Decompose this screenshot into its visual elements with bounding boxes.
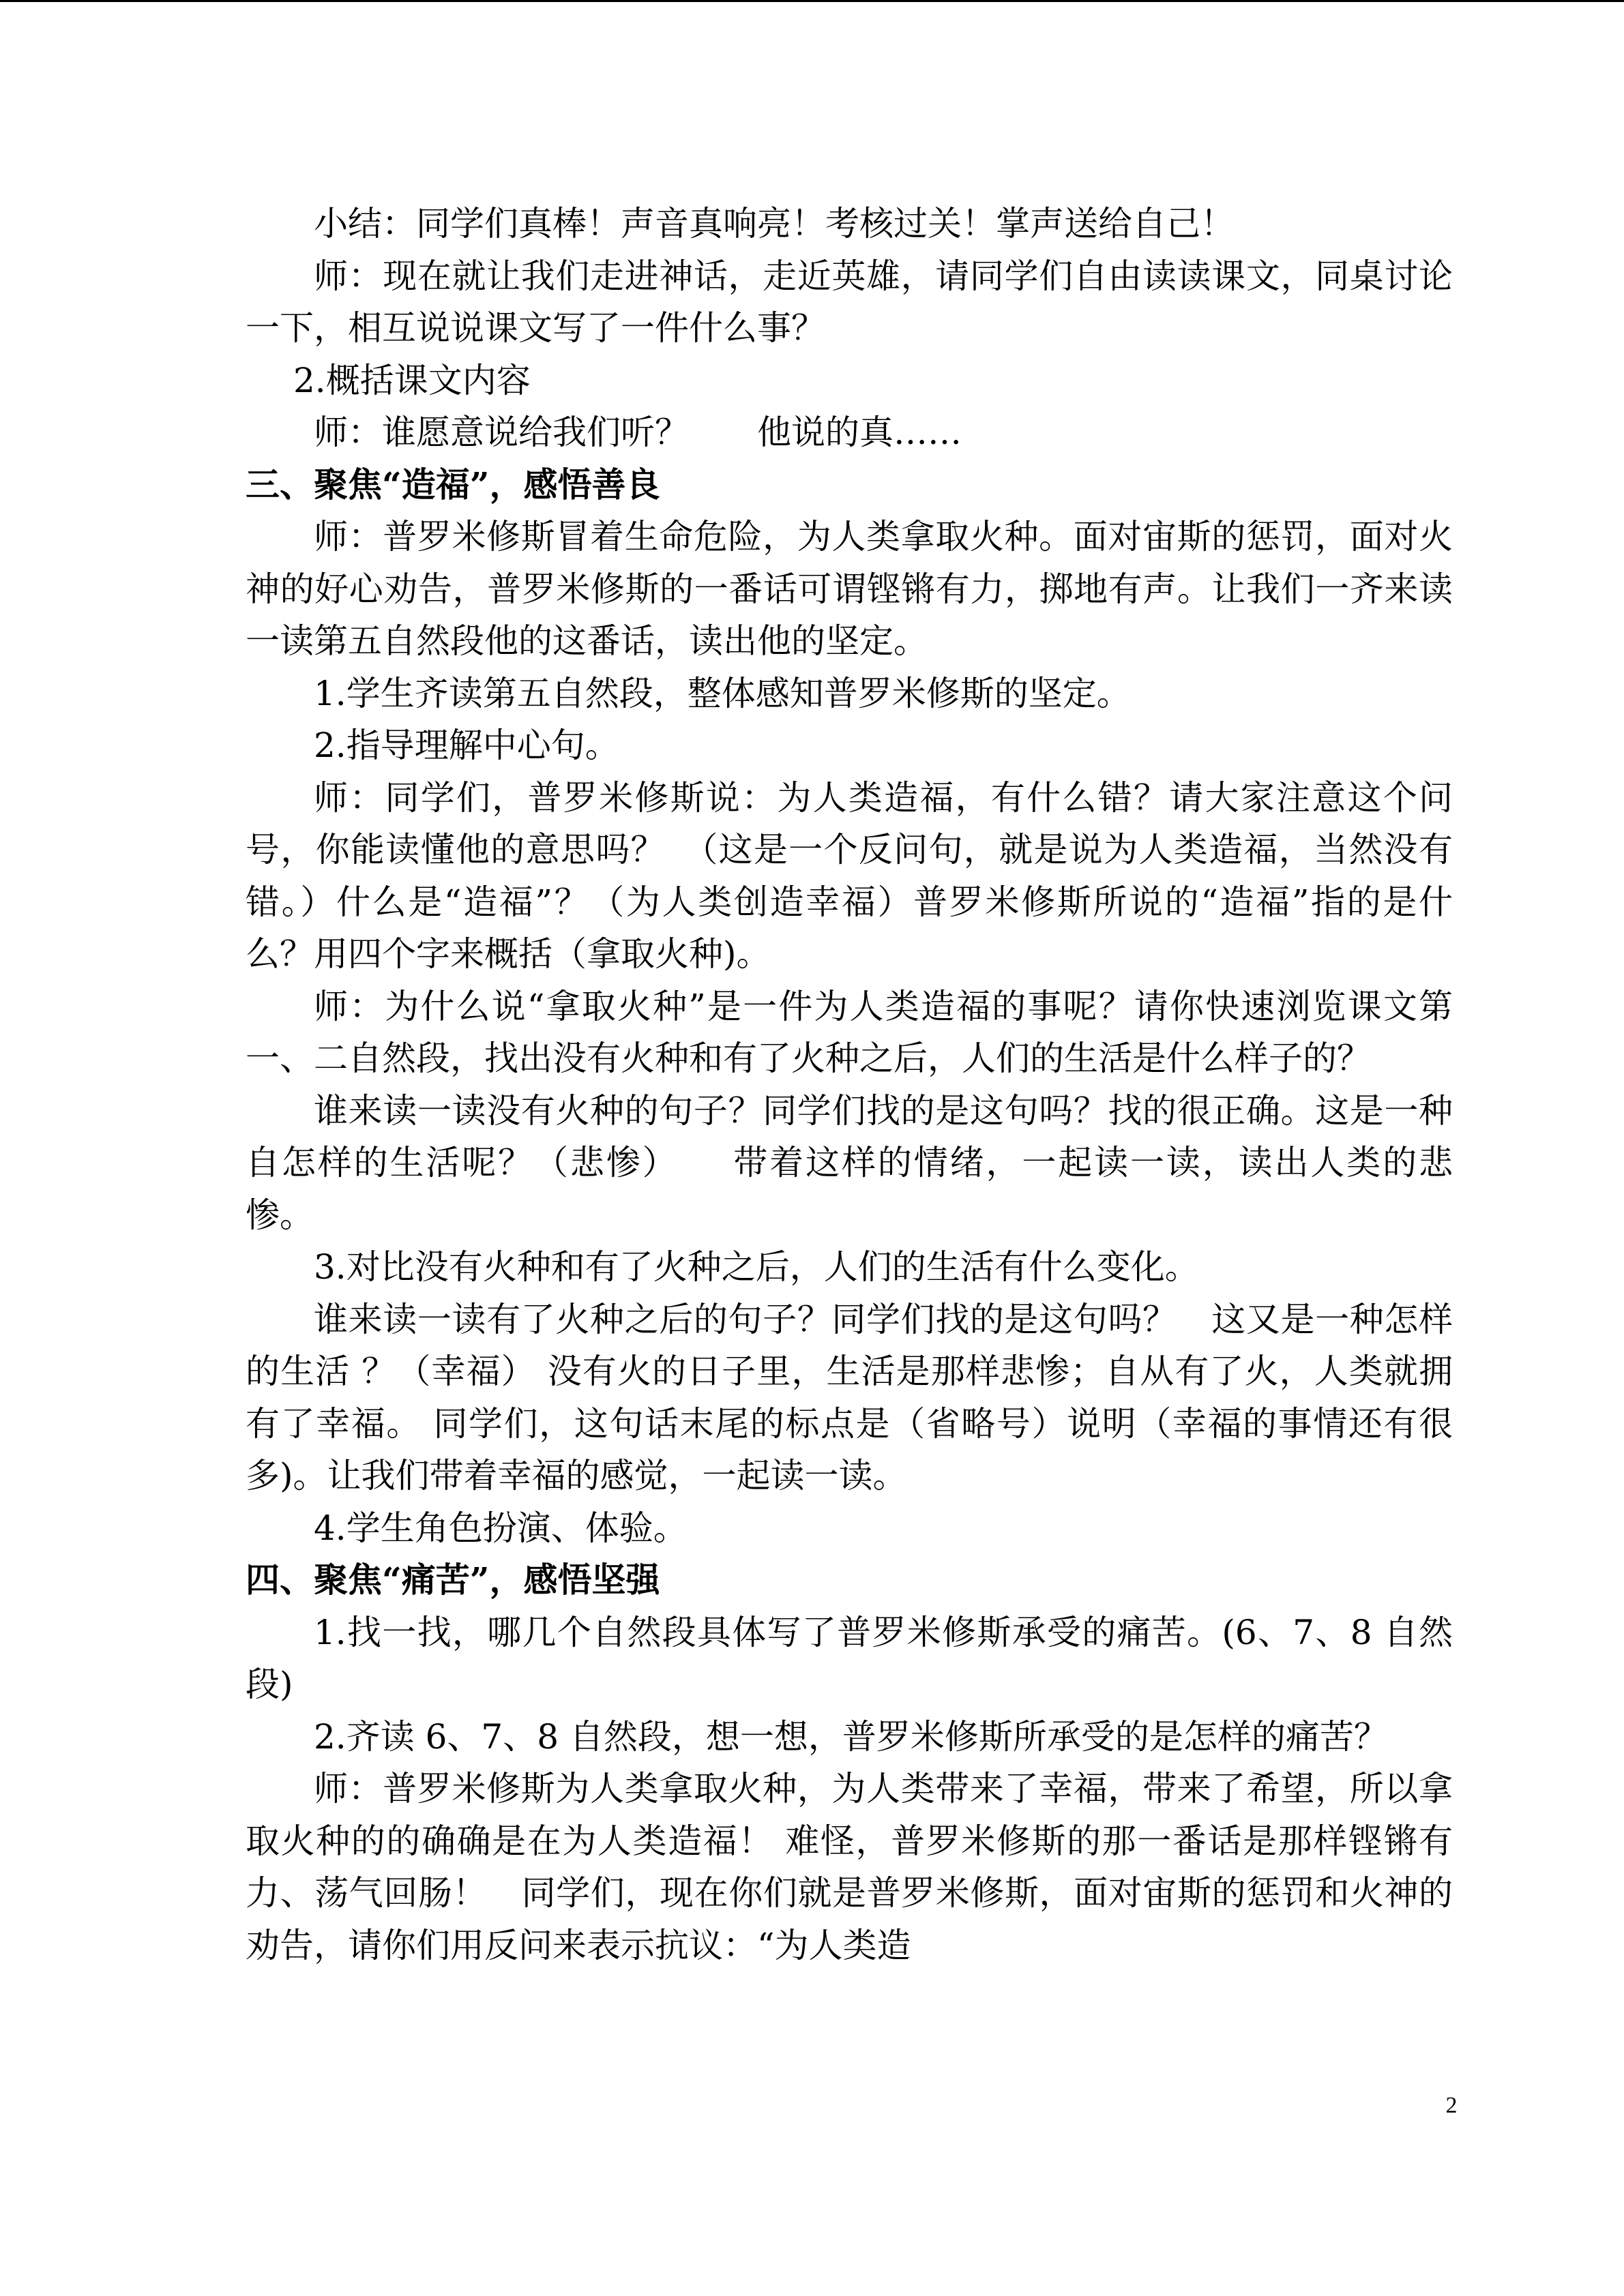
paragraph-section3-teacher-2: 师：为什么说“拿取火种”是一件为人类造福的事呢？请你快速浏览课文第一、二自然段，找出没有火种和有了火种之后，人们的生活是什么样子的？ <box>246 986 1453 1078</box>
page-number: 2 <box>1445 2093 1458 2118</box>
paragraph-section3-item4: 4.学生角色扮演、体验。 <box>314 1508 688 1548</box>
paragraph-section3-reading-2: 谁来读一读有了火种之后的句子？同学们找的是这句吗？ 这又是一种怎样的生活 ？（幸福） 没有火的日子里，生活是那样悲惨；自从有了火，人类就拥有了幸福。 同学们，这句话末尾的标点是（省略号）说明（幸福的事情还有很多)。让我们带着幸福的感觉，一起读一读。 <box>246 1299 1453 1495</box>
paragraph-section4-teacher: 师：普罗米修斯为人类拿取火种，为人类带来了幸福，带来了希望，所以拿取火种的的确确是在为人类造福！ 难怪，普罗米修斯的那一番话是那样铿锵有力、荡气回肠！ 同学们，现在你们就是普罗米修斯，面对宙斯的惩罚和火神的劝告，请你们用反问来表示抗议：“为人类造 <box>246 1769 1453 1965</box>
paragraph-teacher-intro: 师：现在就让我们走进神话，走近英雄，请同学们自由读读课文，同桌讨论一下，相互说说课文写了一件什么事？ <box>246 256 1453 348</box>
section-heading-4: 四、聚焦“痛苦”，感悟坚强 <box>246 1560 660 1600</box>
paragraph-section3-teacher-1: 师：同学们，普罗米修斯说：为人类造福，有什么错？请大家注意这个问号，你能读懂他的意思吗？ （这是一个反问句，就是说为人类造福，当然没有错。）什么是“造福”？（为人类创造幸福）普罗米修斯所说的“造福”指的是什么？用四个字来概括（拿取火种)。 <box>246 777 1453 974</box>
paragraph-summary: 小结：同学们真棒！声音真响亮！考核过关！掌声送给自己！ <box>314 204 1235 243</box>
paragraph-step-2: 2.概括课文内容 <box>293 360 531 400</box>
paragraph-section3-intro: 师：普罗米修斯冒着生命危险，为人类拿取火种。面对宙斯的惩罚，面对火神的好心劝告，普罗米修斯的一番话可谓铿锵有力，掷地有声。让我们一齐来读一读第五自然段他的这番话，读出他的坚定。 <box>246 517 1453 661</box>
top-border-line <box>0 0 1624 2</box>
paragraph-section4-item2: 2.齐读 6、7、8 自然段，想一想，普罗米修斯所承受的是怎样的痛苦？ <box>314 1716 1388 1757</box>
section-heading-3: 三、聚焦“造福”，感悟善良 <box>246 464 660 505</box>
paragraph-section4-item1: 1.找一找，哪几个自然段具体写了普罗米修斯承受的痛苦。(6、7、8 自然段) <box>246 1612 1453 1704</box>
paragraph-section3-item3: 3.对比没有火种和有了火种之后，人们的生活有什么变化。 <box>314 1247 1199 1287</box>
paragraph-section3-item2: 2.指导理解中心句。 <box>314 726 619 765</box>
paragraph-section3-item1: 1.学生齐读第五自然段，整体感知普罗米修斯的坚定。 <box>314 673 1131 713</box>
paragraph-teacher-question: 师：谁愿意说给我们听？ 他说的真…… <box>314 413 962 452</box>
paragraph-section3-reading-1: 谁来读一读没有火种的句子？同学们找的是这句吗？找的很正确。这是一种自怎样的生活呢？（悲惨） 带着这样的情绪，一起读一读，读出人类的悲惨。 <box>246 1090 1453 1235</box>
document-body <box>246 198 1453 1971</box>
